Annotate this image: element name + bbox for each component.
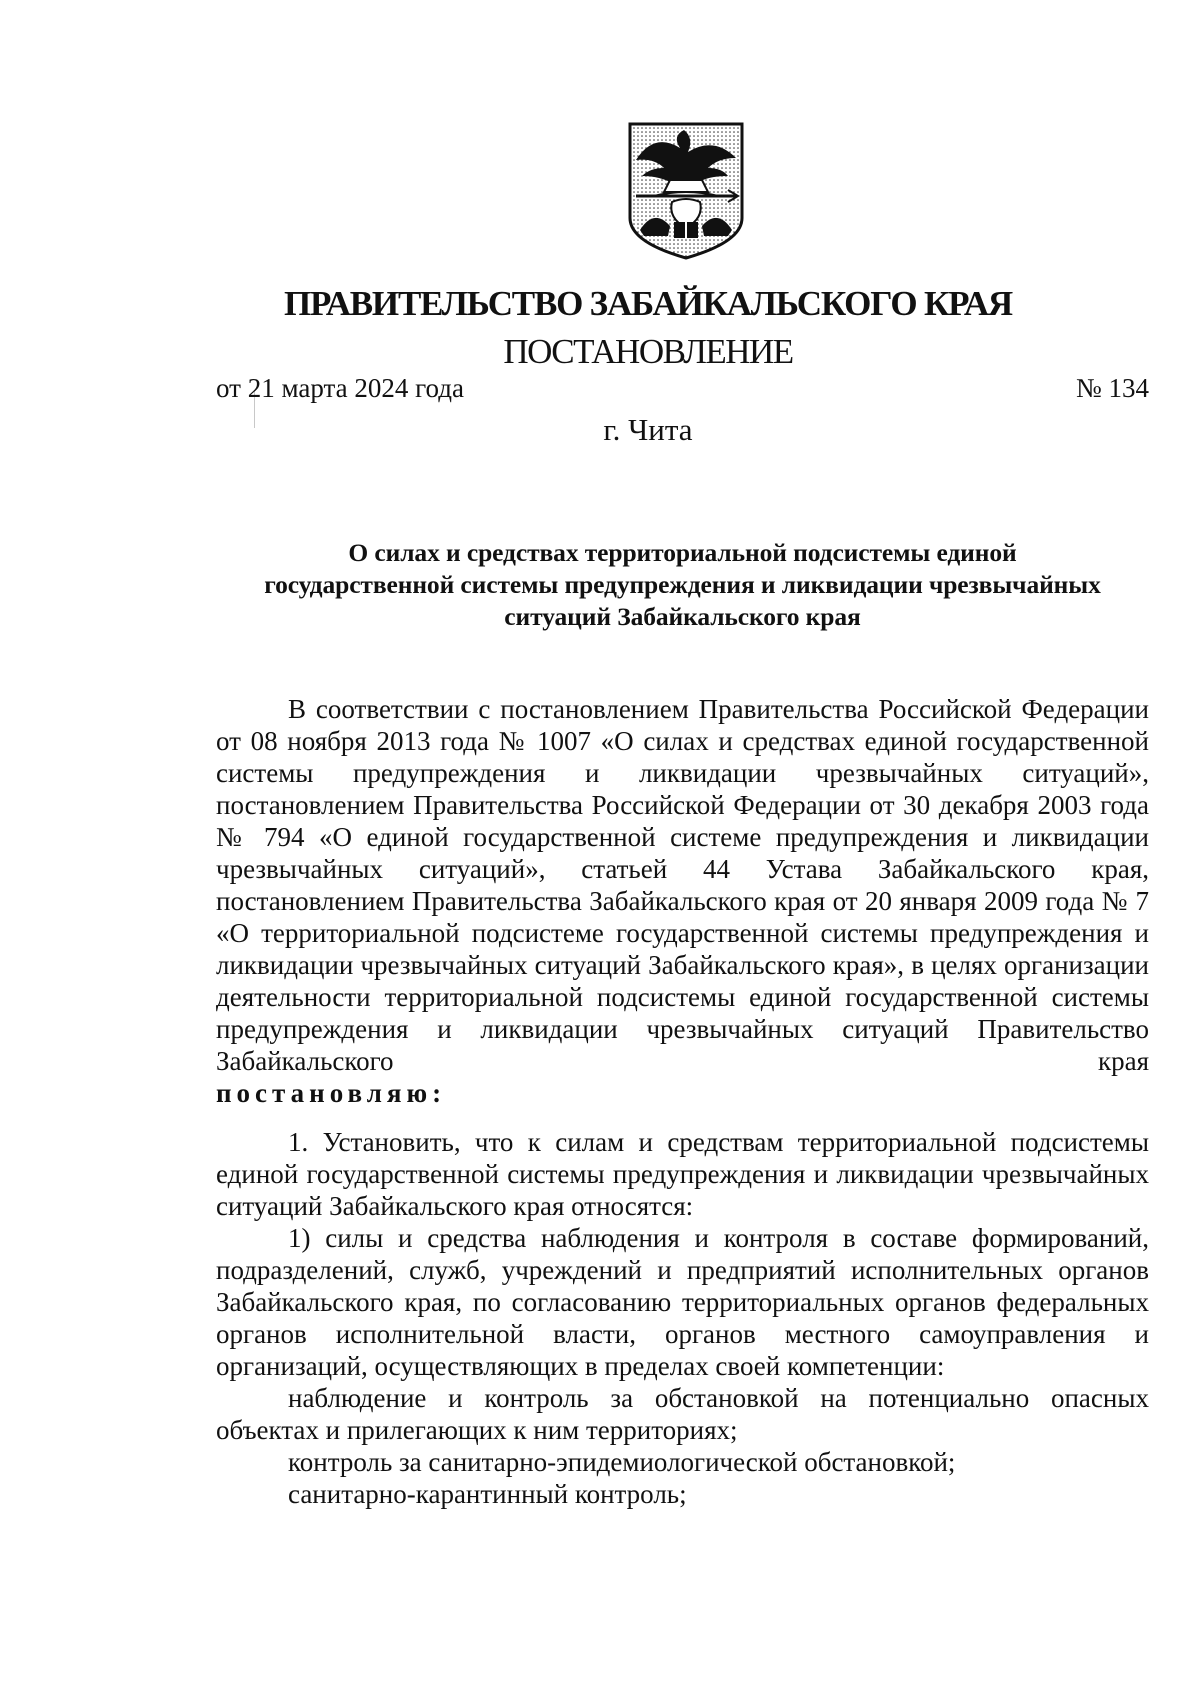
- item-1-paragraph: 1. Установить, что к силам и средствам территориальной подсистемы единой государственной системы предупреждения и ликвидации чрезвычайных ситуаций Забайкальского края относятся:: [216, 1127, 1149, 1221]
- document-heading: [216, 537, 1149, 633]
- heading-line: государственной системы предупреждения и ликвидации чрезвычайных: [264, 570, 1101, 599]
- document-body: [216, 693, 1149, 1510]
- heading-line: О силах и средствах территориальной подсистемы единой: [348, 538, 1017, 567]
- subitem-paragraph: санитарно-карантинный контроль;: [288, 1479, 687, 1509]
- heading-line: ситуаций Забайкальского края: [504, 602, 861, 631]
- decree-word: постановляю:: [216, 1078, 447, 1108]
- organization-title: ПРАВИТЕЛЬСТВО ЗАБАЙКАЛЬСКОГО КРАЯ: [283, 284, 1013, 323]
- decree-word-line: [216, 1077, 1149, 1109]
- document-date: от 21 марта 2024 года: [216, 373, 464, 403]
- item-1-1-paragraph: 1) силы и средства наблюдения и контроля в составе формирований, подразделений, служб, учреждений и предприятий исполнительных органов Забайкальского края, по согласованию территориальных органов федеральных органов исполнительной власти, органов местного самоуправления и организаций, осуществляющих в пределах своей компетенции:: [216, 1223, 1149, 1381]
- subitem-paragraph: наблюдение и контроль за обстановкой на потенциально опасных объектах и прилегающих к ним территориях;: [216, 1383, 1149, 1445]
- subitem-paragraph: контроль за санитарно-эпидемиологической обстановкой;: [288, 1447, 956, 1477]
- preamble-paragraph: В соответствии с постановлением Правительства Российской Федерации от 08 ноября 2013 года № 1007 «О силах и средствах единой государственной системы предупреждения и ликвидации чрезвычайных ситуаций», постановлением Правительства Российской Федерации от 30 декабря 2003 года № 794 «О единой государственной системе предупреждения и ликвидации чрезвычайных ситуаций», статьей 44 Устава Забайкальского края, постановлением Правительства Забайкальского края от 20 января 2009 года № 7 «О территориальной подсистеме государственной системы предупреждения и ликвидации чрезвычайных ситуаций Забайкальского края», в целях организации деятельности территориальной подсистемы единой государственной системы предупреждения и ликвидации чрезвычайных ситуаций Правительство Забайкальского края: [216, 694, 1149, 1076]
- document-number: № 134: [1075, 373, 1149, 403]
- document-type: ПОСТАНОВЛЕНИЕ: [503, 332, 793, 371]
- document-city: г. Чита: [603, 412, 693, 447]
- coat-of-arms-icon: [624, 118, 748, 264]
